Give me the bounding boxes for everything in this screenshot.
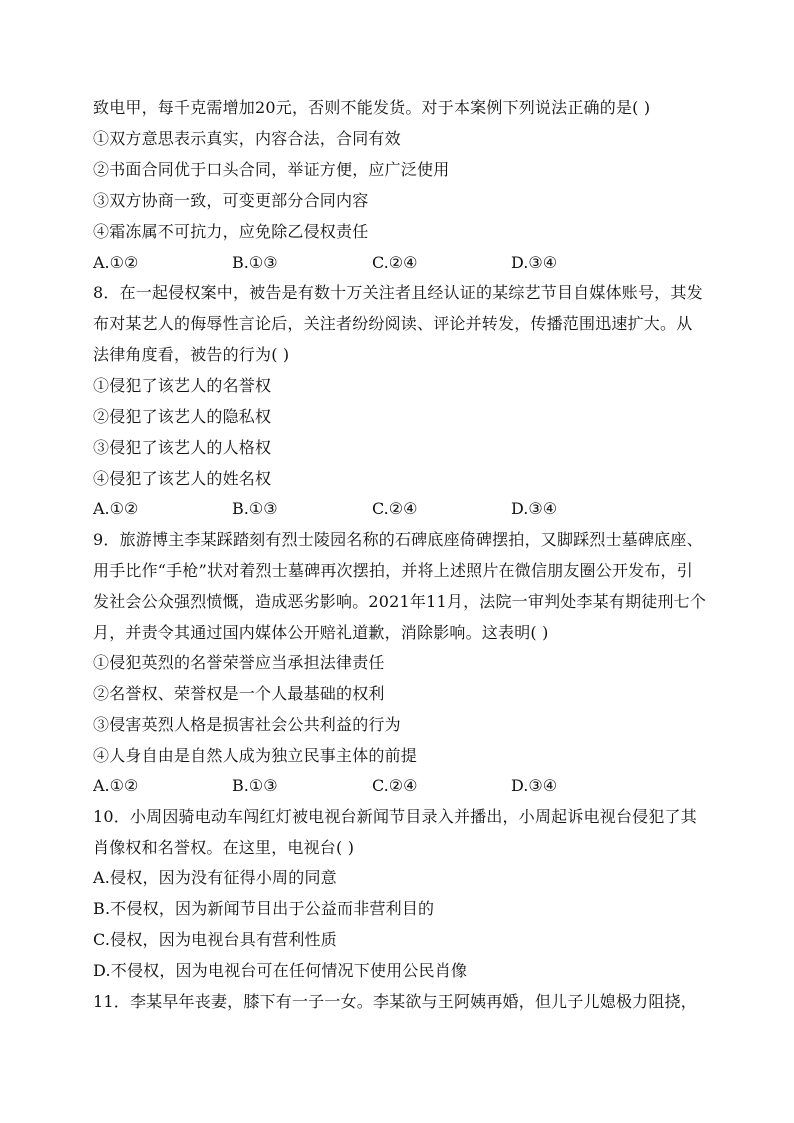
- q8-item-3: ③侵犯了该艺人的人格权: [93, 438, 272, 457]
- q8-option-d[interactable]: D.③④: [511, 499, 558, 518]
- q9-stem-line-4: 月，并责令其通过国内媒体公开赔礼道歉，消除影响。这表明( ): [93, 623, 549, 642]
- q11-stem-line-1: 11．李某早年丧妻，膝下有一子一女。李某欲与王阿姨再婚，但儿子儿媳极力阻挠，: [93, 992, 697, 1011]
- q9-stem-line-2: 用手比作“手枪”状对着烈士墓碑再次摆拍，并将上述照片在微信朋友圈公开发布，引: [93, 561, 693, 580]
- q10-stem-line-1: 10．小周因骑电动车闯红灯被电视台新闻节目录入并播出，小周起诉电视台侵犯了其: [93, 807, 697, 826]
- q7-options: [93, 253, 713, 273]
- q9-option-c[interactable]: C.②④: [372, 776, 418, 795]
- q7-stem-tail: 致电甲，每千克需增加20元，否则不能发货。对于本案例下列说法正确的是( ): [93, 98, 651, 117]
- q8-stem-line-1: 8．在一起侵权案中，被告是有数十万关注者且经认证的某综艺节目自媒体账号，其发: [93, 283, 703, 302]
- q7-item-3: ③双方协商一致，可变更部分合同内容: [93, 191, 369, 210]
- q10-choice-d[interactable]: D.不侵权，因为电视台可在任何情况下使用公民肖像: [93, 961, 468, 980]
- q7-option-b[interactable]: B.①③: [232, 253, 278, 272]
- q8-options: [93, 499, 713, 519]
- q9-item-1: ①侵犯英烈的名誉荣誉应当承担法律责任: [93, 653, 385, 672]
- q9-option-d[interactable]: D.③④: [511, 776, 558, 795]
- q9-item-4: ④人身自由是自然人成为独立民事主体的前提: [93, 746, 418, 765]
- q10-stem-line-2: 肖像权和名誉权。在这里，电视台( ): [93, 838, 355, 857]
- q8-option-b[interactable]: B.①③: [232, 499, 278, 518]
- q9-item-3: ③侵害英烈人格是损害社会公共利益的行为: [93, 715, 401, 734]
- q7-item-2: ②书面合同优于口头合同，举证方便，应广泛使用: [93, 160, 450, 179]
- q9-stem-line-3: 发社会公众强烈愤慨，造成恶劣影响。2021年11月，法院一审判处李某有期徒刑七个: [93, 592, 707, 611]
- q7-option-c[interactable]: C.②④: [372, 253, 418, 272]
- q9-stem-line-1: 9．旅游博主李某踩踏刻有烈士陵园名称的石碑底座倚碑摆拍，又脚踩烈士墓碑底座、: [93, 530, 703, 549]
- q9-option-a[interactable]: A.①②: [93, 776, 139, 795]
- q7-item-1: ①双方意思表示真实，内容合法，合同有效: [93, 129, 401, 148]
- q7-option-d[interactable]: D.③④: [511, 253, 558, 272]
- q9-option-b[interactable]: B.①③: [232, 776, 278, 795]
- q8-item-2: ②侵犯了该艺人的隐私权: [93, 407, 272, 426]
- q8-item-1: ①侵犯了该艺人的名誉权: [93, 376, 272, 395]
- q10-choice-a[interactable]: A.侵权，因为没有征得小周的同意: [93, 868, 337, 887]
- q8-option-a[interactable]: A.①②: [93, 499, 139, 518]
- q9-item-2: ②名誉权、荣誉权是一个人最基础的权利: [93, 684, 385, 703]
- q8-item-4: ④侵犯了该艺人的姓名权: [93, 469, 272, 488]
- q10-choice-c[interactable]: C.侵权，因为电视台具有营利性质: [93, 930, 337, 949]
- q7-option-a[interactable]: A.①②: [93, 253, 139, 272]
- q8-option-c[interactable]: C.②④: [372, 499, 418, 518]
- q8-stem-line-3: 法律角度看，被告的行为( ): [93, 345, 290, 364]
- q9-options: [93, 776, 713, 796]
- q7-item-4: ④霜冻属不可抗力，应免除乙侵权责任: [93, 222, 369, 241]
- q8-stem-line-2: 布对某艺人的侮辱性言论后，关注者纷纷阅读、评论并转发，传播范围迅速扩大。从: [93, 314, 693, 333]
- q10-choice-b[interactable]: B.不侵权，因为新闻节目出于公益而非营利目的: [93, 899, 435, 918]
